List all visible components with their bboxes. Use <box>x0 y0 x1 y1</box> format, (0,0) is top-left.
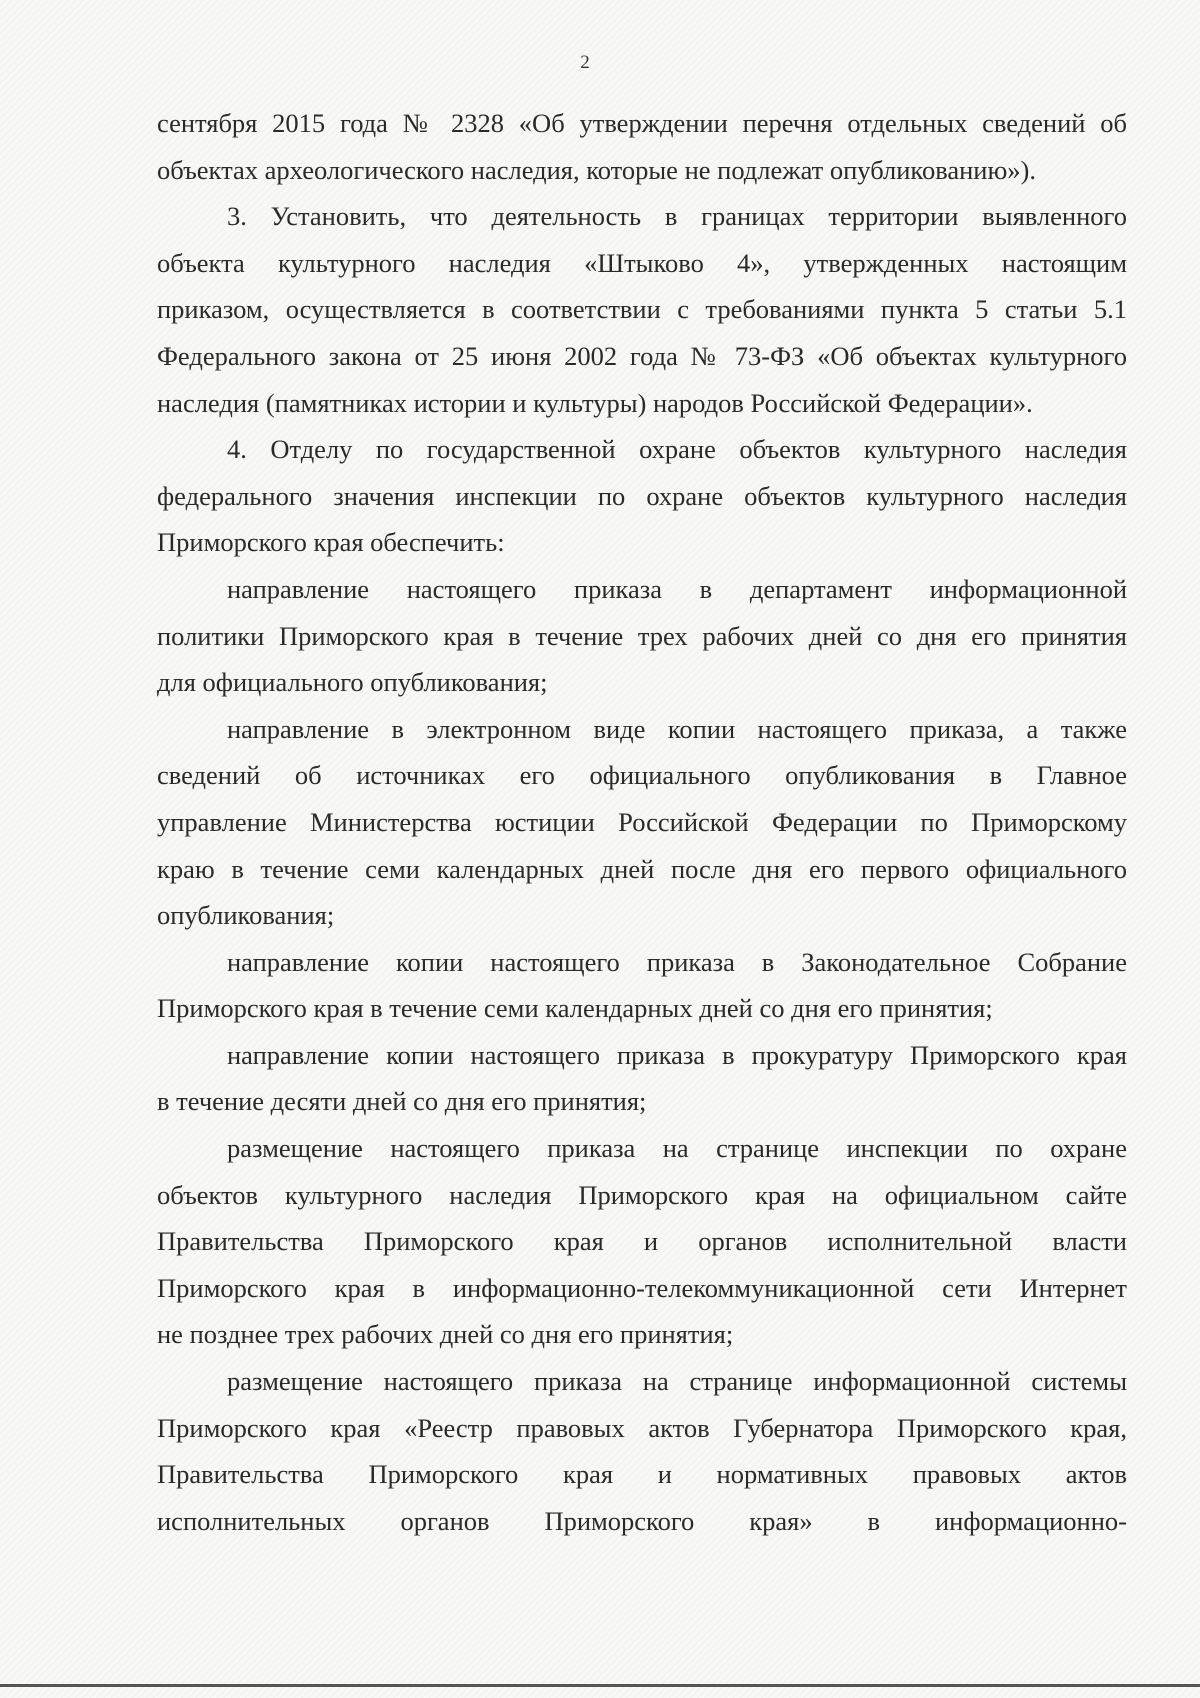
text-line: Правительства Приморского края и нормативных правовых актов <box>157 1459 1127 1490</box>
text-line: управление Министерства юстиции Российской Федерации по Приморскому <box>157 806 1127 837</box>
text-line: в течение десяти дней со дня его принятия; <box>157 1086 647 1117</box>
text-line: Приморского края в течение семи календарных дней со дня его принятия; <box>157 993 993 1024</box>
text-line: Приморского края «Реестр правовых актов Губернатора Приморского края, <box>157 1412 1127 1443</box>
text-line: размещение настоящего приказа на странице инспекции по охране <box>227 1133 1127 1164</box>
text-line: Приморского края обеспечить: <box>157 527 505 558</box>
text-line: размещение настоящего приказа на странице информационной системы <box>227 1366 1127 1397</box>
scan-bottom-edge <box>0 1684 1200 1687</box>
text-line: для официального опубликования; <box>157 667 548 698</box>
text-line: политики Приморского края в течение трех рабочих дней со дня его принятия <box>157 620 1127 651</box>
text-line: приказом, осуществляется в соответствии с требованиями пункта 5 статьи 5.1 <box>157 294 1127 325</box>
text-line: не позднее трех рабочих дней со дня его принятия; <box>157 1319 734 1350</box>
text-line: направление копии настоящего приказа в Законодательное Собрание <box>227 946 1127 977</box>
text-line: направление настоящего приказа в департамент информационной <box>227 573 1127 604</box>
text-line: объектов культурного наследия Приморского края на официальном сайте <box>157 1179 1127 1210</box>
text-line: Правительства Приморского края и органов исполнительной власти <box>157 1226 1127 1257</box>
text-line: наследия (памятниках истории и культуры) народов Российской Федерации». <box>157 387 1033 418</box>
text-line: сентября 2015 года № 2328 «Об утверждении перечня отдельных сведений об <box>157 108 1127 138</box>
text-line: направление копии настоящего приказа в прокуратуру Приморского края <box>227 1039 1127 1070</box>
text-line: сведений об источниках его официального опубликования в Главное <box>157 760 1127 791</box>
text-line: федерального значения инспекции по охране объектов культурного наследия <box>157 480 1127 511</box>
text-line: 3. Установить, что деятельность в границах территории выявленного <box>227 201 1127 232</box>
text-line: объекта культурного наследия «Штыково 4», утвержденных настоящим <box>157 247 1127 278</box>
text-line: опубликования; <box>157 900 335 931</box>
page-number: 2 <box>580 52 590 73</box>
text-line: 4. Отделу по государственной охране объектов культурного наследия <box>227 434 1127 465</box>
text-line: Приморского края в информационно-телекоммуникационной сети Интернет <box>157 1272 1127 1303</box>
text-line: направление в электронном виде копии настоящего приказа, а также <box>227 713 1127 744</box>
text-line: объектах археологического наследия, которые не подлежат опубликованию»). <box>157 154 1036 185</box>
document-body <box>157 100 1127 1544</box>
text-line: Федерального закона от 25 июня 2002 года № 73-ФЗ «Об объектах культурного <box>157 340 1127 371</box>
text-line: исполнительных органов Приморского края» в информационно- <box>157 1505 1127 1536</box>
text-line: краю в течение семи календарных дней после дня его первого официального <box>157 853 1127 884</box>
